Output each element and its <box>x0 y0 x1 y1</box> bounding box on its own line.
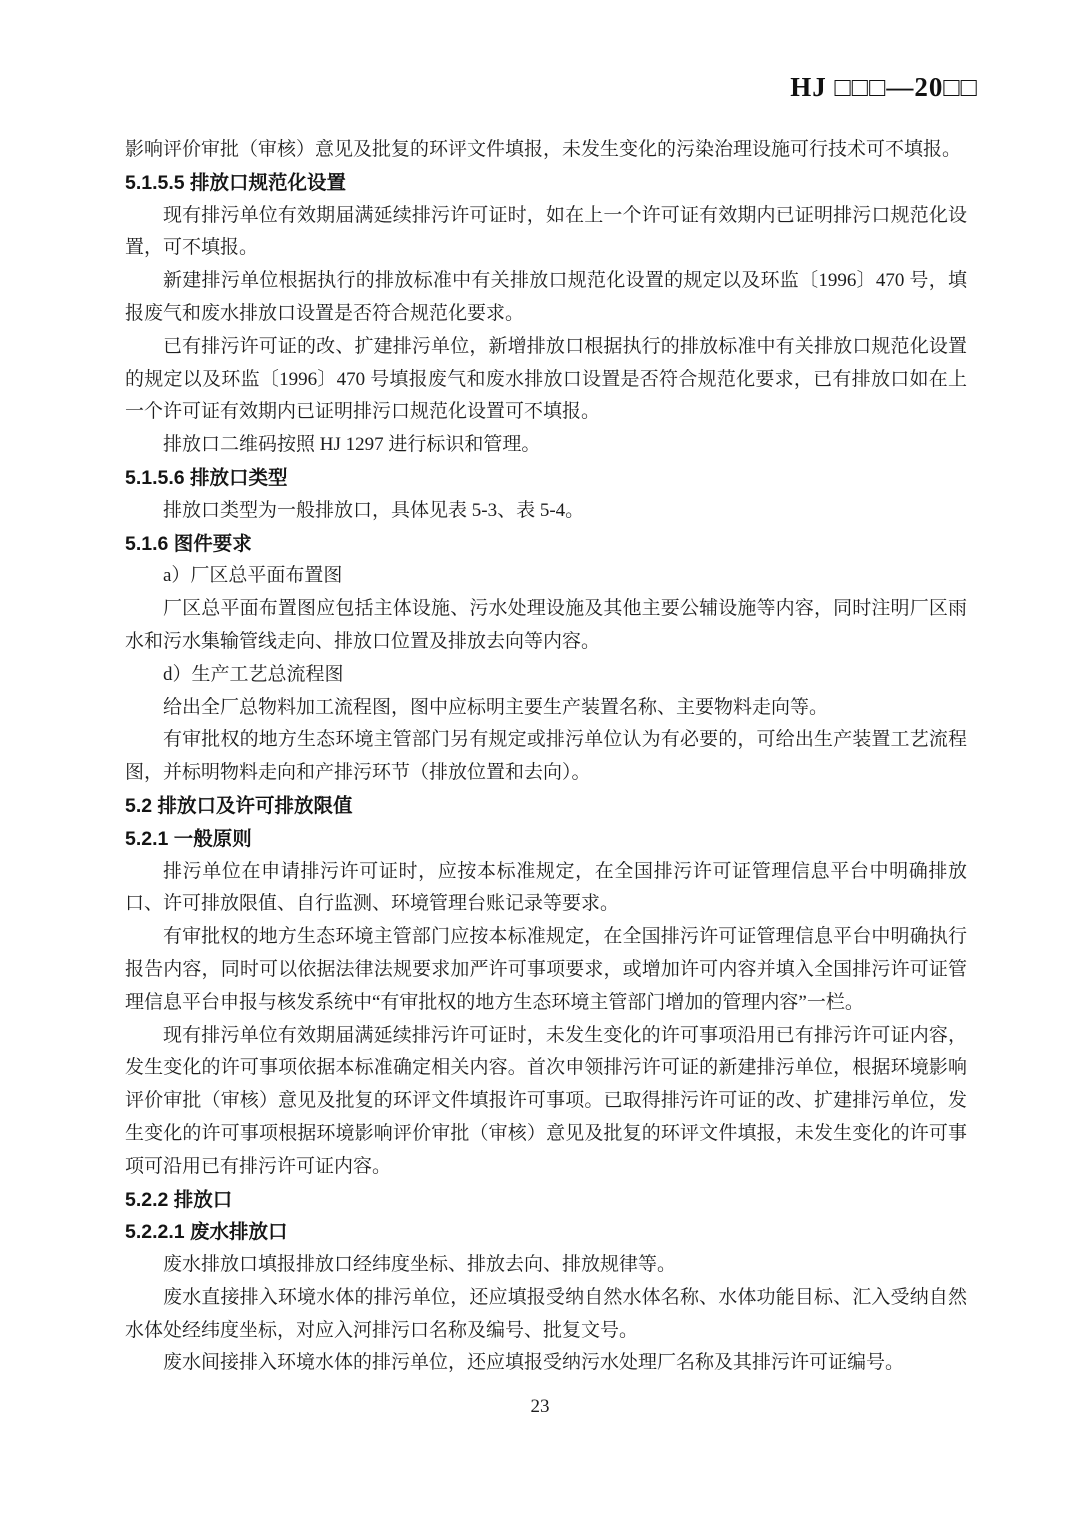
list-item-a: a）厂区总平面布置图 <box>163 565 343 587</box>
paragraph: 排污单位在申请排污许可证时，应按本标准规定，在全国排污许可证管理信息平台中明确排放口、许可排放限值、自行监测、环境管理台账记录等要求。 <box>125 860 967 915</box>
document-body <box>125 134 967 1380</box>
paragraph: 排放口类型为一般排放口，具体见表 5-3、表 5-4。 <box>163 499 585 521</box>
paragraph: 废水间接排入环境水体的排污单位，还应填报受纳污水处理厂名称及其排污许可证编号。 <box>163 1352 905 1374</box>
page-number: 23 <box>530 1396 550 1417</box>
paragraph: 有审批权的地方生态环境主管部门另有规定或排污单位认为有必要的，可给出生产装置工艺流程图，并标明物料走向和产排污环节（排放位置和去向）。 <box>125 729 967 784</box>
paragraph: 排放口二维码按照 HJ 1297 进行标识和管理。 <box>163 434 541 456</box>
list-item-d: d）生产工艺总流程图 <box>163 663 344 685</box>
paragraph: 厂区总平面布置图应包括主体设施、污水处理设施及其他主要公辅设施等内容，同时注明厂区雨水和污水集输管线走向、排放口位置及排放去向等内容。 <box>125 598 967 652</box>
section-heading-516: 5.1.6 图件要求 <box>125 532 252 555</box>
section-heading-5156: 5.1.5.6 排放口类型 <box>125 466 288 489</box>
section-heading-52: 5.2 排放口及许可排放限值 <box>125 794 353 817</box>
paragraph: 已有排污许可证的改、扩建排污单位，新增排放口根据执行的排放标准中有关排放口规范化设置的规定以及环监〔1996〕470 号填报废气和废水排放口设置是否符合规范化要求，已有排放口如在上一个许可证有效期内已证明排污口规范化设置可不填报。 <box>125 335 967 423</box>
section-heading-5221: 5.2.2.1 废水排放口 <box>125 1221 288 1244</box>
paragraph: 给出全厂总物料加工流程图，图中应标明主要生产装置名称、主要物料走向等。 <box>163 696 829 718</box>
paragraph: 现有排污单位有效期届满延续排污许可证时，如在上一个许可证有效期内已证明排污口规范化设置，可不填报。 <box>125 204 967 259</box>
paragraph: 现有排污单位有效期届满延续排污许可证时，未发生变化的许可事项沿用已有排污许可证内容，发生变化的许可事项依据本标准确定相关内容。首次申领排污许可证的新建排污单位，根据环境影响评价审批（审核）意见及批复的环评文件填报许可事项。已取得排污许可证的改、扩建排污单位，发生变化的许可事项根据环境影响评价审批（审核）意见及批复的环评文件填报，未发生变化的许可事项可沿用已有排污许可证内容。 <box>125 1024 967 1177</box>
paragraph: 有审批权的地方生态环境主管部门应按本标准规定，在全国排污许可证管理信息平台中明确执行报告内容，同时可以依据法律法规要求加严许可事项要求，或增加许可内容并填入全国排污许可证管理信息平台申报与核发系统中“有审批权的地方生态环境主管部门增加的管理内容”一栏。 <box>125 926 967 1013</box>
paragraph: 新建排污单位根据执行的排放标准中有关排放口规范化设置的规定以及环监〔1996〕470 号，填报废气和废水排放口设置是否符合规范化要求。 <box>125 270 967 324</box>
section-heading-522: 5.2.2 排放口 <box>125 1188 233 1211</box>
paragraph-continuation: 影响评价审批（审核）意见及批复的环评文件填报，未发生变化的污染治理设施可行技术可不填报。 <box>125 139 962 160</box>
section-heading-521: 5.2.1 一般原则 <box>125 827 252 850</box>
paragraph: 废水直接排入环境水体的排污单位，还应填报受纳自然水体名称、水体功能目标、汇入受纳自然水体处经纬度坐标，对应入河排污口名称及编号、批复文号。 <box>125 1286 967 1341</box>
section-heading-5155: 5.1.5.5 排放口规范化设置 <box>125 171 347 194</box>
doc-code-header: HJ □□□—20□□ <box>790 72 978 102</box>
paragraph: 废水排放口填报排放口经纬度坐标、排放去向、排放规律等。 <box>163 1254 677 1276</box>
